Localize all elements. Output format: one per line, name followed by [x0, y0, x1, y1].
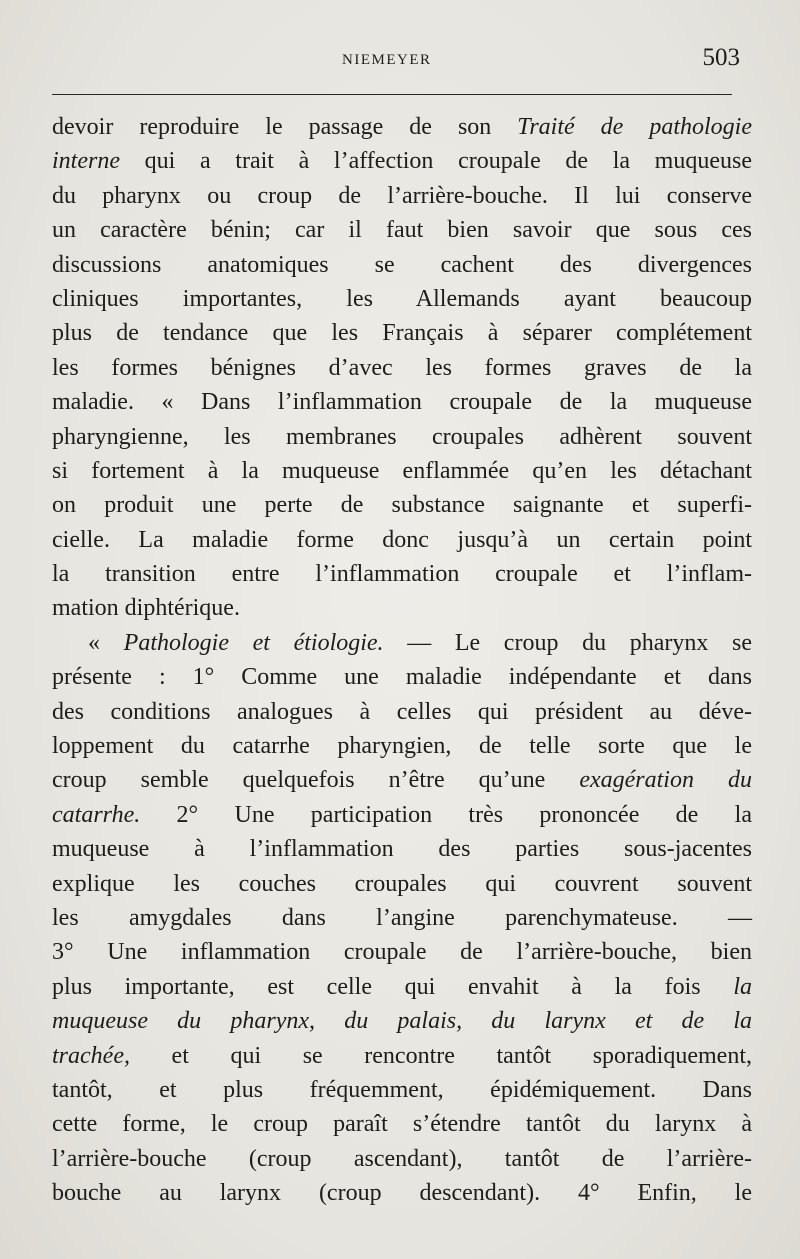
text-line: maladie. « Dans l’inflammation croupale de la muqueuse: [52, 389, 752, 416]
text-line: devoir reproduire le passage de son Traité de pathologie: [52, 114, 752, 140]
text-line: cielle. La maladie forme donc jusqu’à un certain point: [52, 526, 752, 553]
text-line: discussions anatomiques se cachent des divergences: [52, 251, 752, 278]
text-line: interne qui a trait à l’affection croupale de la muqueuse: [52, 148, 752, 175]
page-number: 503: [702, 44, 740, 71]
body-text: [52, 110, 752, 1211]
text-line: catarrhe. 2° Une participation très prononcée de la: [52, 801, 752, 828]
text-line: muqueuse du pharynx, du palais, du larynx et de la: [52, 1008, 752, 1035]
text-line: loppement du catarrhe pharyngien, de telle sorte que le: [52, 733, 752, 760]
text-line: plus importante, est celle qui envahit à la fois la: [52, 973, 752, 1000]
text-line: la transition entre l’inflammation croupale et l’inflam-: [52, 561, 752, 588]
text-line: muqueuse à l’inflammation des parties sous-jacentes: [52, 836, 752, 863]
text-line: trachée, et qui se rencontre tantôt sporadiquement,: [52, 1042, 752, 1069]
text-line: pharyngienne, les membranes croupales adhèrent souvent: [52, 423, 752, 450]
text-line: l’arrière-bouche (croup ascendant), tantôt de l’arrière-: [52, 1145, 752, 1172]
text-line: bouche au larynx (croup descendant). 4° Enfin, le: [52, 1180, 752, 1207]
page-header: [52, 44, 740, 84]
text-line: cliniques importantes, les Allemands ayant beaucoup: [52, 285, 752, 312]
text-line: si fortement à la muqueuse enflammée qu’en les détachant: [52, 457, 752, 484]
text-line: explique les couches croupales qui couvrent souvent: [52, 870, 752, 897]
text-line: mation diphtérique.: [52, 595, 240, 622]
text-line: croup semble quelquefois n’être qu’une exagération du: [52, 767, 753, 794]
text-line: on produit une perte de substance saignante et superfi-: [52, 492, 752, 519]
header-rule: [52, 94, 732, 95]
text-line: des conditions analogues à celles qui président au déve-: [52, 698, 752, 725]
text-line: plus de tendance que les Français à séparer complétement: [52, 320, 752, 347]
text-line: les formes bénignes d’avec les formes graves de la: [52, 354, 752, 381]
text-line: les amygdales dans l’angine parenchymateuse. —: [52, 904, 752, 931]
text-line: « Pathologie et étiologie. — Le croup du pharynx se: [88, 629, 753, 656]
text-line: du pharynx ou croup de l’arrière-bouche. Il lui conserve: [52, 182, 752, 209]
text-line: présente : 1° Comme une maladie indépendante et dans: [52, 664, 752, 691]
text-line: un caractère bénin; car il faut bien savoir que sous ces: [52, 217, 752, 244]
text-line: 3° Une inflammation croupale de l’arrière-bouche, bien: [52, 939, 752, 966]
text-line: tantôt, et plus fréquemment, épidémiquement. Dans: [52, 1076, 752, 1103]
running-title: NIEMEYER: [342, 52, 432, 68]
text-line: cette forme, le croup paraît s’étendre tantôt du larynx à: [52, 1111, 752, 1138]
